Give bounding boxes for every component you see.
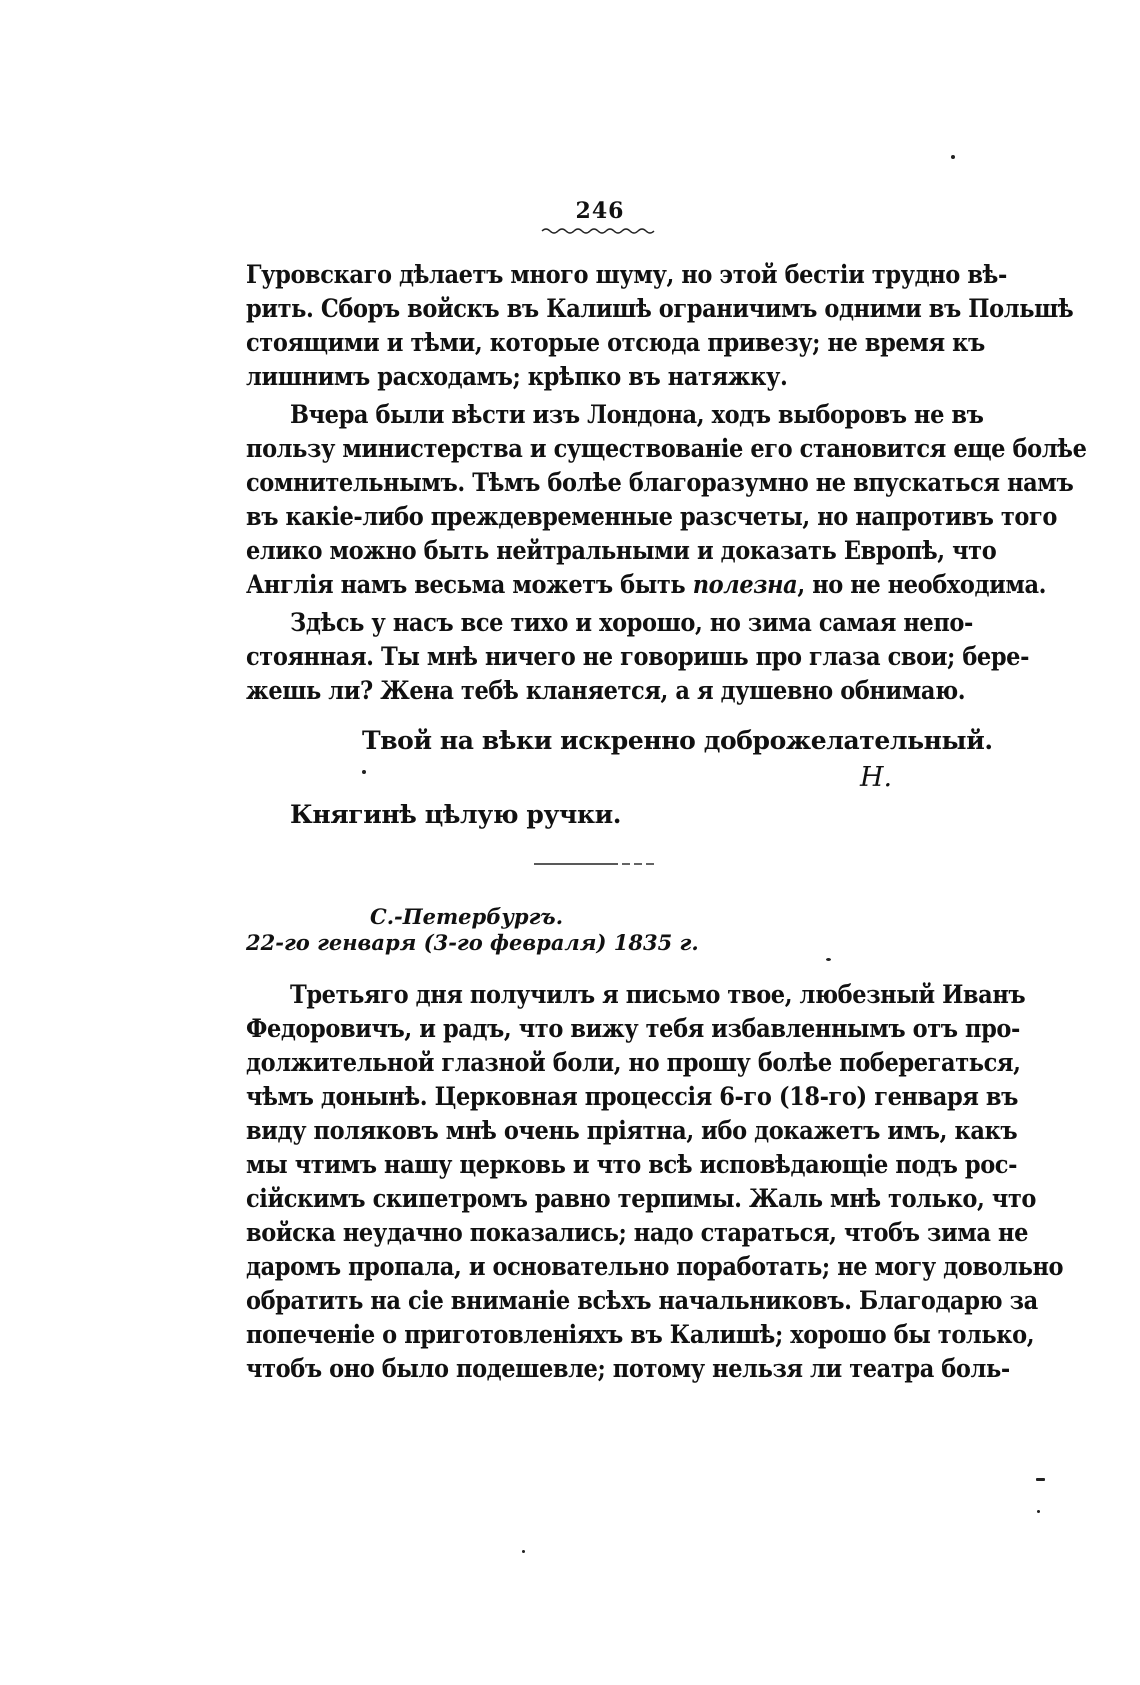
text-line: въ какіе-либо преждевременные разсчеты, но напротивъ того (246, 502, 1058, 531)
text-line: стоянная. Ты мнѣ ничего не говоришь про глаза свои; бере- (246, 642, 1030, 671)
italic-emphasis: полезна (692, 570, 798, 599)
text-line: Федоровичъ, и радъ, что вижу тебя избавленнымъ отъ про- (246, 1014, 1020, 1043)
text-line: елико можно быть нейтральными и доказать Европѣ, что (246, 536, 997, 565)
text-line: должительной глазной боли, но прошу болѣе поберегаться, (246, 1048, 1021, 1077)
letter1-paragraph-2 (246, 398, 1087, 602)
letter1-closing: Твой на вѣки искренно доброжелательный. (362, 726, 993, 755)
text-line: мы чтимъ нашу церковь и что всѣ исповѣдающіе подъ рос- (246, 1150, 1018, 1179)
letter2-date: 22-го генваря (3-го февраля) 1835 г. (246, 930, 699, 955)
text-line: обратить на сіе вниманіе всѣхъ начальниковъ. Благодарю за (246, 1286, 1038, 1315)
letter1-postscript: Княгинѣ цѣлую ручки. (290, 800, 622, 829)
text-line: сомнительнымъ. Тѣмъ болѣе благоразумно не впускаться намъ (246, 468, 1074, 497)
ink-speck (1036, 1478, 1045, 1481)
letter1-paragraph-3 (246, 606, 1030, 708)
letter2-body (246, 978, 1064, 1386)
header-ornament-rule (540, 226, 658, 234)
text-segment: Англія намъ весьма можетъ быть (246, 570, 693, 599)
ink-speck (951, 155, 955, 159)
text-line: Здѣсь у насъ все тихо и хорошо, но зима самая непо- (290, 608, 973, 637)
letter2-place: С.-Петербургъ. (370, 904, 564, 929)
text-line: войска неудачно показались; надо стараться, чтобъ зима не (246, 1218, 1028, 1247)
section-divider (534, 862, 654, 866)
ink-speck (522, 1550, 525, 1553)
text-line: пользу министерства и существованіе его становится еще болѣе (246, 434, 1087, 463)
text-segment: , но не необходима. (797, 570, 1047, 599)
text-line: Третьяго дня получилъ я письмо твое, любезный Иванъ (290, 980, 1026, 1009)
ink-speck (362, 770, 366, 774)
text-line: Гуровскаго дѣлаетъ много шуму, но этой бестіи трудно вѣ- (246, 260, 1007, 289)
text-line: Вчера были вѣсти изъ Лондона, ходъ выборовъ не въ (290, 400, 984, 429)
text-line: чѣмъ донынѣ. Церковная процессія 6-го (18-го) генваря въ (246, 1082, 1018, 1111)
letter1-body (246, 258, 1074, 394)
text-line: виду поляковъ мнѣ очень пріятна, ибо докажетъ имъ, какъ (246, 1116, 1018, 1145)
ink-speck (826, 958, 831, 961)
ink-speck (1037, 1510, 1040, 1513)
letter1-signature: Н. (860, 762, 893, 793)
page-number: 246 (575, 198, 625, 224)
text-line: попеченіе о приготовленіяхъ въ Калишѣ; хорошо бы только, (246, 1320, 1035, 1349)
text-line: даромъ пропала, и основательно поработать; не могу довольно (246, 1252, 1064, 1281)
text-line: чтобъ оно было подешевле; потому нельзя ли театра боль- (246, 1354, 1010, 1383)
text-line: сійскимъ скипетромъ равно терпимы. Жаль мнѣ только, что (246, 1184, 1037, 1213)
text-line: жешь ли? Жена тебѣ кланяется, а я душевно обнимаю. (246, 676, 966, 705)
text-line: лишнимъ расходамъ; крѣпко въ натяжку. (246, 362, 788, 391)
text-line: рить. Сборъ войскъ въ Калишѣ ограничимъ одними въ Польшѣ (246, 294, 1074, 323)
text-line-mixed (246, 568, 1047, 602)
text-line: стоящими и тѣми, которые отсюда привезу; не время къ (246, 328, 985, 357)
